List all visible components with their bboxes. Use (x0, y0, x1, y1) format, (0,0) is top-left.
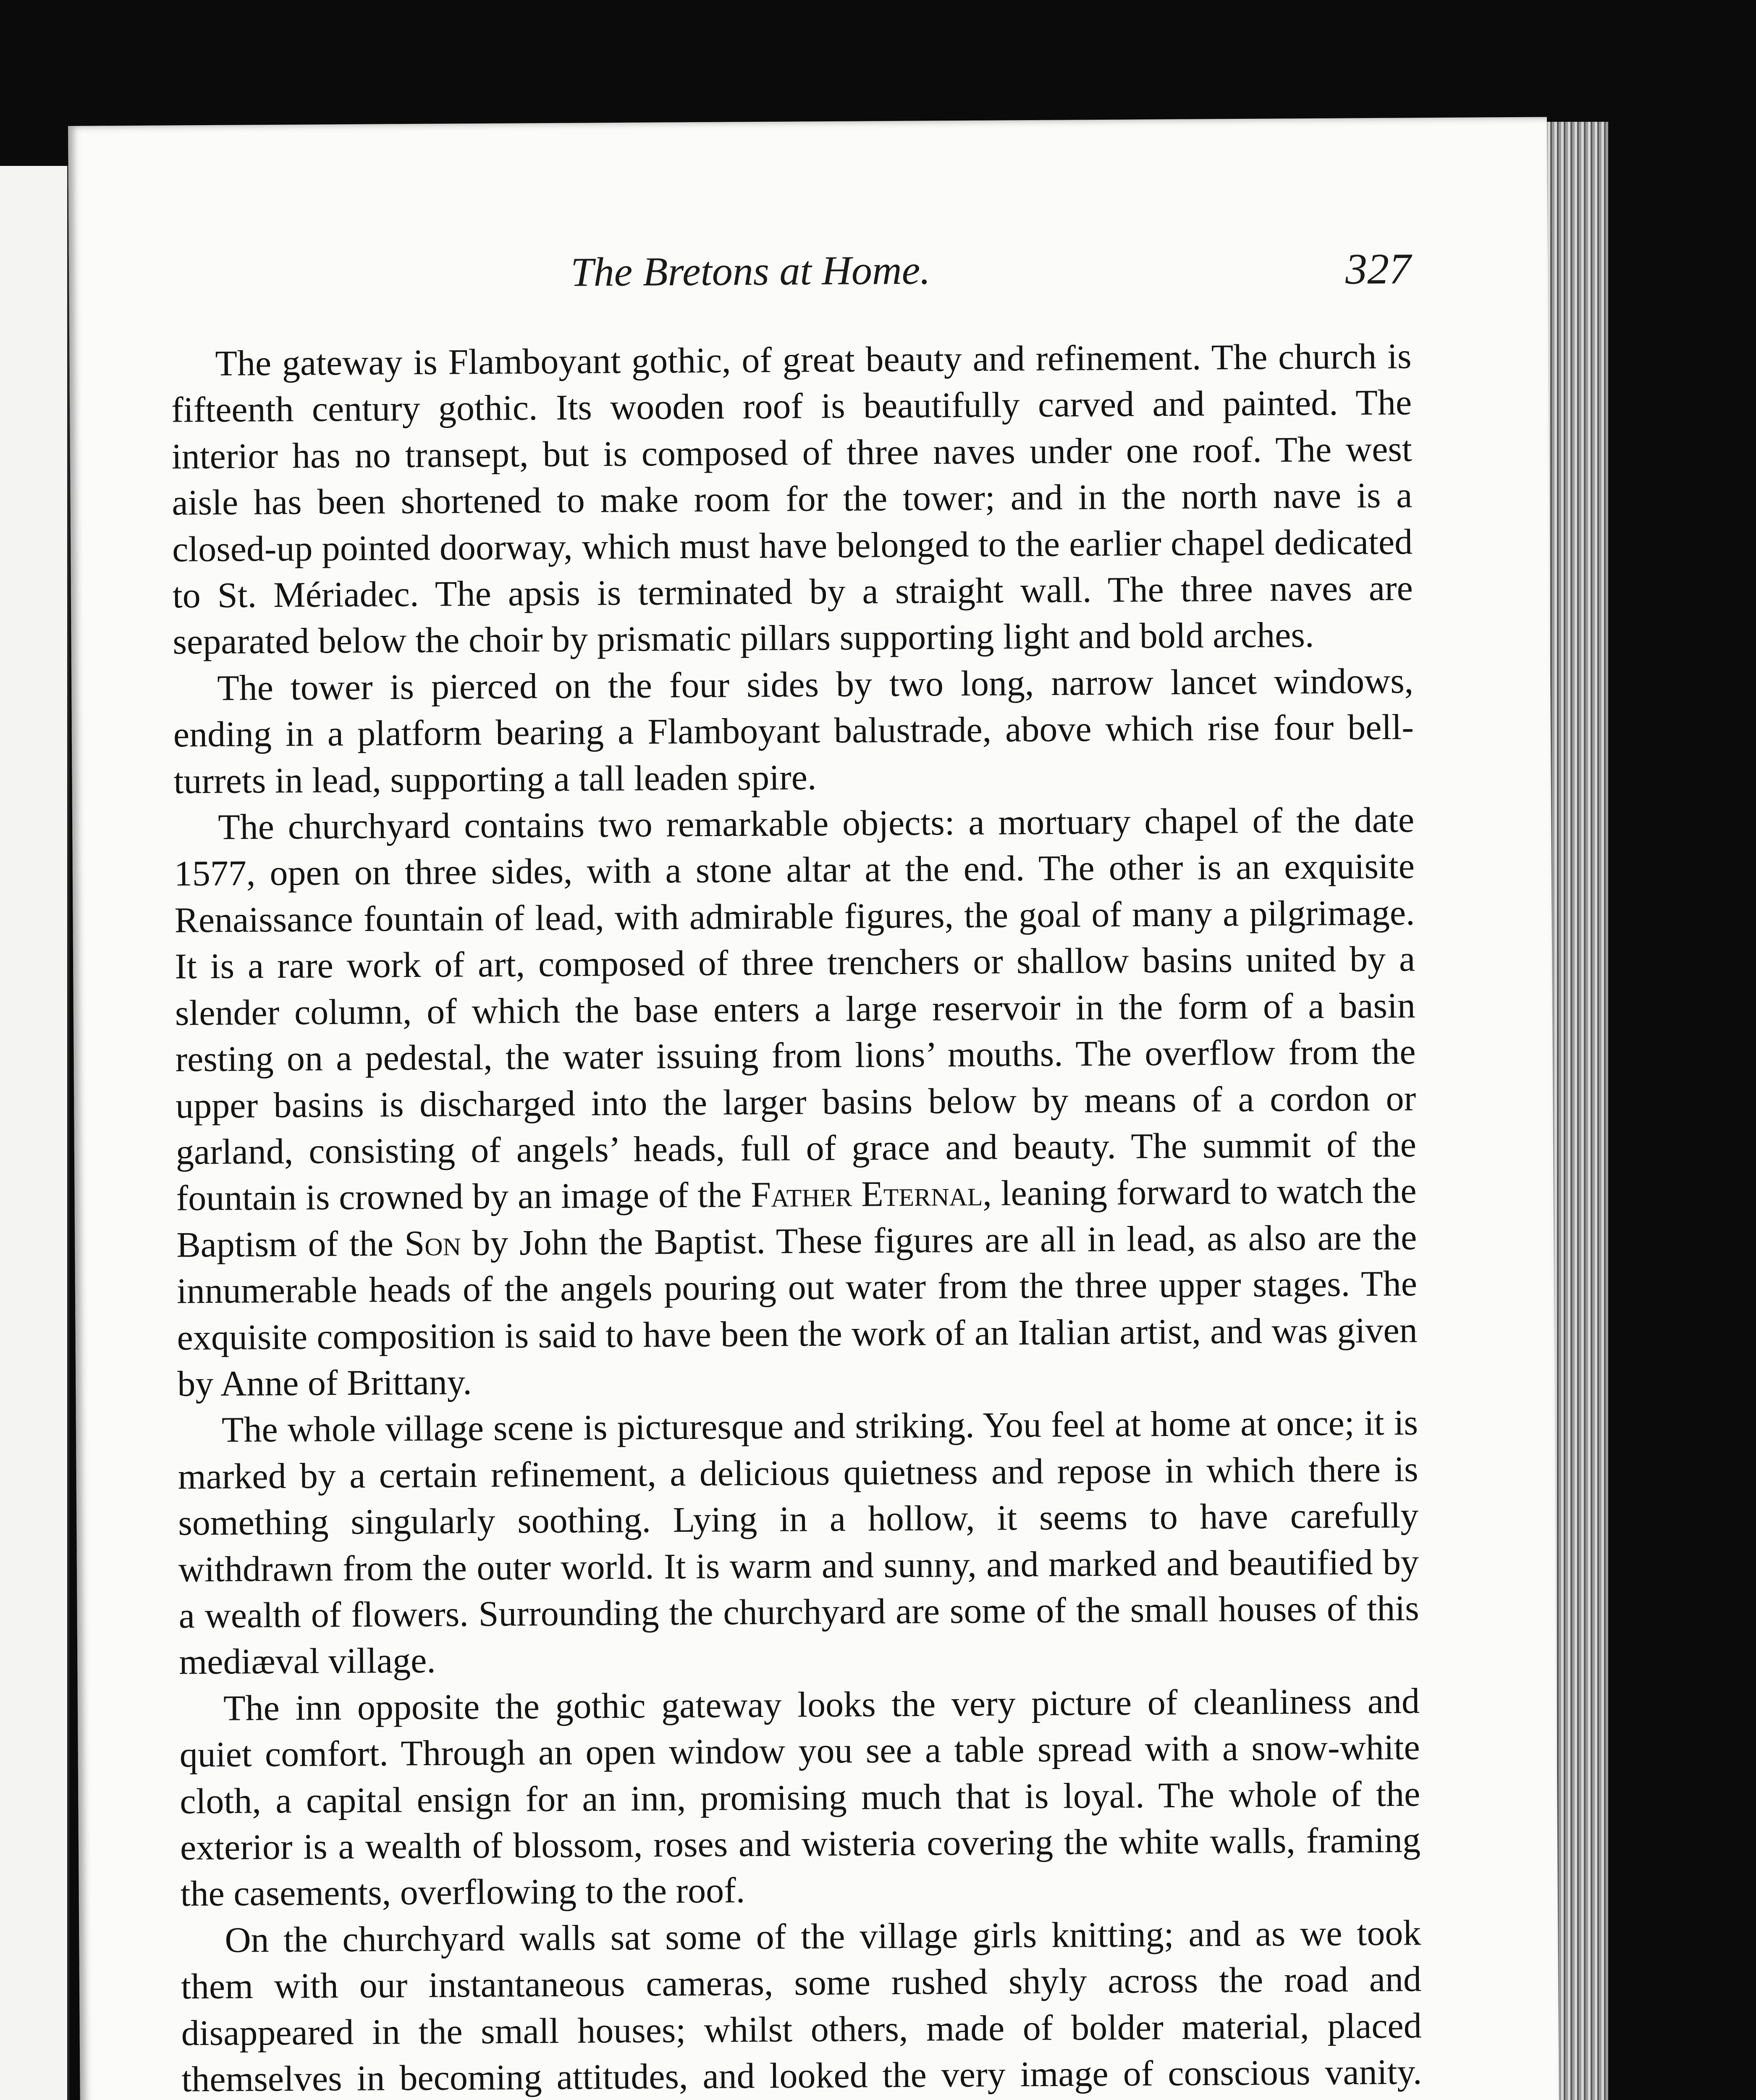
small-caps-text: Father Eternal (750, 1173, 983, 1215)
paragraph-text: , leaning forward to watch the Baptism of the (176, 1170, 1417, 1265)
paragraph: The inn opposite the gothic gateway looks the very picture of cleanliness and quiet comfort. Through an open window you see a table spread with a snow-white cloth, a capital ensign for an inn, promising much that is loyal. The whole of the exterior is a wealth of blossom, roses and wisteria covering the white walls, framing the casements, overflowing to the roof. (179, 1680, 1421, 1914)
paragraph: The gateway is Flamboyant gothic, of great beauty and refinement. The church is fifteenth century gothic. Its wooden roof is beautifully carved and painted. The interior has no transept, but is composed of three naves under one roof. The west aisle has been shortened to make room for the tower; and in the north nave is a closed-up pointed doorway, which must have belonged to the earlier chapel dedicated to St. Mériadec. The apsis is terminated by a straight wall. The three naves are separated below the choir by prismatic pillars supporting light and bold arches. (171, 336, 1413, 662)
running-head-title: The Bretons at Home. (570, 247, 930, 295)
paragraph-text: by John the Baptist. These figures are all in lead, as also are the innumerable heads of the angels pouring out water from the three upper stages. The exquisite composition is said to have been the work of an Italian artist, and was given by Anne of Brittany. (176, 1217, 1418, 1404)
page-number: 327 (1345, 244, 1411, 294)
body-text (171, 333, 1422, 2100)
book-page (68, 117, 1563, 2100)
facing-page-edge (0, 166, 70, 2100)
small-caps-text: Son (404, 1223, 461, 1263)
paragraph (174, 797, 1418, 1407)
paragraph: The whole village scene is picturesque and striking. You feel at home at once; it is marked by a certain refinement, a delicious quietness and repose in which there is something singularly soothing. Lying in a hollow, it seems to have carefully withdrawn from the outer world. It is warm and sunny, and marked and beautified by a wealth of flowers. Surrounding the churchyard are some of the small houses of this mediæval village. (178, 1402, 1419, 1682)
paragraph: On the churchyard walls sat some of the village girls knitting; and as we took them with our instantaneous cameras, some rushed shyly across the road and disappeared in the small houses; whilst others, made of bolder material, placed themselves in becoming attitudes, and looked the very image of conscious vanity. (181, 1912, 1422, 2100)
paragraph: The tower is pierced on the four sides by two long, narrow lancet windows, ending in a platform bearing a Flamboyant balustrade, above which rise four bell-turrets in lead, supporting a tall leaden spire. (173, 660, 1414, 801)
paragraph-text: The churchyard contains two remarkable objects: a mortuary chapel of the date 1577, open on three sides, with a stone altar at the end. The other is an exquisite Renaissance fountain of lead, with admirable figures, the goal of many a pilgrimage. It is a rare work of art, composed of three trenchers or shallow basins united by a slender column, of which the base enters a large reservoir in the form of a basin resting on a pedestal, the water issuing from lions’ mouths. The overflow from the upper basins is discharged into the larger basins below by means of a cordon or garland, consisting of angels’ heads, full of grace and beauty. The summit of the fountain is crowned by an image of the (174, 799, 1417, 1218)
